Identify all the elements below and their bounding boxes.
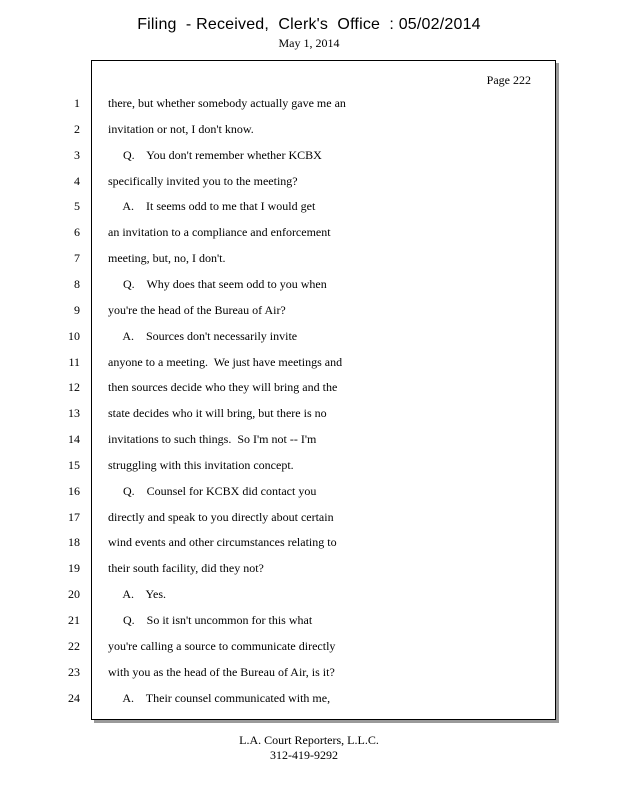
line-text: state decides who it will bring, but there is no [108, 406, 327, 421]
transcript-line [0, 302, 618, 318]
line-text: an invitation to a compliance and enforcement [108, 225, 331, 240]
line-text: then sources decide who they will bring and the [108, 380, 338, 395]
line-text: A. It seems odd to me that I would get [108, 199, 316, 214]
line-text: Q. Why does that seem odd to you when [108, 276, 327, 291]
line-number: 4 [74, 173, 80, 188]
line-number: 22 [68, 638, 80, 653]
line-number: 15 [68, 457, 80, 472]
line-number: 23 [68, 664, 80, 679]
line-number: 7 [74, 251, 80, 266]
transcript-line [0, 612, 618, 628]
transcript-line [0, 379, 618, 395]
transcript-line [0, 173, 618, 189]
transcript-line [0, 354, 618, 370]
transcript-line [0, 534, 618, 550]
transcript-date: May 1, 2014 [278, 36, 340, 50]
line-text: there, but whether somebody actually gave me an [108, 96, 346, 110]
line-text: wind events and other circumstances relating to [108, 535, 337, 550]
line-number: 10 [68, 328, 80, 343]
line-number: 18 [68, 535, 80, 550]
line-number: 17 [68, 509, 80, 524]
transcript-line [0, 328, 618, 344]
line-number: 11 [68, 354, 80, 369]
line-text: invitation or not, I don't know. [108, 121, 254, 136]
line-number: 9 [74, 302, 80, 317]
transcript-line [0, 509, 618, 525]
line-number: 21 [68, 613, 80, 627]
line-text: Q. Counsel for KCBX did contact you [108, 483, 317, 498]
transcript-line [0, 483, 618, 499]
line-text: invitations to such things. So I'm not -- I'm [108, 432, 317, 447]
line-number: 2 [74, 121, 80, 136]
line-text: Q. You don't remember whether KCBX [108, 147, 322, 162]
line-number: 14 [68, 432, 80, 447]
line-number: 3 [74, 147, 80, 162]
line-text: Q. So it isn't uncommon for this what [108, 613, 313, 627]
line-number: 19 [68, 561, 80, 576]
transcript-line [0, 276, 618, 292]
line-text: specifically invited you to the meeting? [108, 173, 298, 188]
transcript-line [0, 250, 618, 266]
line-text: A. Yes. [108, 587, 167, 602]
transcript-line [0, 198, 618, 214]
transcript-line [0, 638, 618, 654]
line-number: 12 [68, 380, 80, 395]
transcript-line [0, 431, 618, 447]
transcript-line [0, 664, 618, 680]
line-text: struggling with this invitation concept. [108, 457, 294, 472]
line-number: 20 [68, 587, 80, 602]
court-reporter-name: L.A. Court Reporters, L.L.C. [239, 733, 379, 747]
filing-stamp: Filing - Received, Clerk's Office : 05/02/2014 [137, 16, 481, 33]
line-text: meeting, but, no, I don't. [108, 251, 226, 266]
line-text: A. Their counsel communicated with me, [108, 690, 331, 705]
line-text: you're the head of the Bureau of Air? [108, 302, 286, 317]
transcript-line [0, 560, 618, 576]
transcript-line [0, 690, 618, 706]
transcript-line [0, 457, 618, 473]
transcript-line [0, 405, 618, 421]
line-text: you're calling a source to communicate directly [108, 638, 336, 653]
line-number: 1 [74, 96, 80, 110]
line-number: 5 [74, 199, 80, 214]
court-reporter-phone: 312-419-9292 [270, 748, 338, 762]
line-number: 6 [74, 225, 80, 240]
line-text: with you as the head of the Bureau of Air, is it? [108, 664, 335, 679]
transcript-line [0, 224, 618, 240]
line-number: 8 [74, 276, 80, 291]
line-text: A. Sources don't necessarily invite [108, 328, 298, 343]
page-number: Page 222 [486, 73, 531, 87]
line-text: their south facility, did they not? [108, 561, 264, 576]
transcript-line [0, 147, 618, 163]
line-number: 24 [68, 690, 80, 705]
transcript-line [0, 586, 618, 602]
transcript-line [0, 95, 618, 111]
line-number: 16 [68, 483, 80, 498]
line-number: 13 [68, 406, 80, 421]
transcript-line [0, 121, 618, 137]
line-text: anyone to a meeting. We just have meetings and [108, 354, 343, 369]
line-text: directly and speak to you directly about certain [108, 509, 334, 524]
